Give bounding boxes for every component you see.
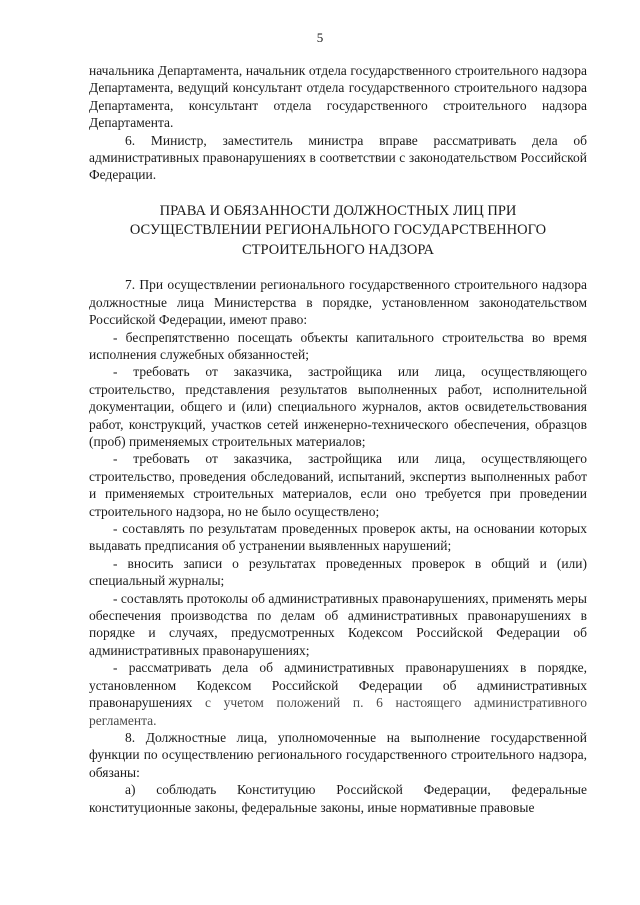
heading-line-1: ПРАВА И ОБЯЗАННОСТИ ДОЛЖНОСТНЫХ ЛИЦ ПРИ: [159, 202, 517, 219]
paragraph-8a: а) соблюдать Конституцию Российской Федерации, федеральные конституционные законы, федеральные законы, иные нормативные правовые: [89, 782, 587, 815]
list-item-right: - беспрепятственно посещать объекты капитального строительства во время исполнения служебных обязанностей;: [89, 329, 587, 362]
list-item-right: - требовать от заказчика, застройщика или лица, осуществляющего строительство, представления результатов выполненных работ, исполнительной документации, общего и (или) специального журналов, актов освидетельствования работ, конструкций, участков сетей инженерно-технического обеспечения, образцов (проб) применяемых строительных материалов;: [89, 364, 587, 449]
section-heading: [89, 202, 587, 261]
paragraph-6: 6. Министр, заместитель министра вправе рассматривать дела об административных правонарушениях в соответствии с законодательством Российской Федерации.: [89, 132, 587, 183]
paragraph-continued: начальника Департамента, начальник отдела государственного строительного надзора Департамента, ведущий консультант отдела государственного строительного надзора Департамента, консультант отдела государственного строительного надзора Департамента.: [89, 63, 587, 131]
paragraph-8: 8. Должностные лица, уполномоченные на выполнение государственной функции по осуществлению регионального государственного строительного надзора, обязаны:: [89, 729, 587, 780]
heading-line-3: СТРОИТЕЛЬНОГО НАДЗОРА: [241, 241, 435, 258]
list-item-right: - составлять по результатам проведенных проверок акты, на основании которых выдавать предписания об устранении выявленных нарушений;: [89, 521, 587, 554]
list-item-right: - вносить записи о результатах проведенных проверок в общий и (или) специальный журналы;: [89, 555, 587, 589]
paragraph-7: 7. При осуществлении регионального государственного строительного надзора должностные лица Министерства в порядке, установленном законодательством Российской Федерации, имеют право:: [89, 277, 587, 328]
document-body: [89, 62, 587, 816]
list-item-right-last: [89, 659, 587, 729]
right-last-main-text: - рассматривать дела об административных правонарушениях в порядке, установленном Кодексом Российской Федерации об административных правонарушениях: [89, 660, 587, 711]
list-item-right: - требовать от заказчика, застройщика или лица, осуществляющего строительство, проведения обследований, испытаний, экспертиз выполненных работ и применяемых строительных материалов, если оно требуется при проведении строительного надзора, но не было осуществлено;: [89, 451, 587, 519]
list-item-right: - составлять протоколы об административных правонарушениях, применять меры обеспечения производства по делам об административных правонарушениях в порядке и случаях, предусмотренных Кодексом Российской Федерации об административных правонарушениях;: [89, 590, 587, 658]
heading-line-2: ОСУЩЕСТВЛЕНИИ РЕГИОНАЛЬНОГО ГОСУДАРСТВЕННОГО: [129, 222, 547, 239]
page-number: 5: [316, 30, 324, 45]
right-last-faded-text: с учетом положений п. 6 настоящего административного регламента.: [89, 695, 587, 728]
